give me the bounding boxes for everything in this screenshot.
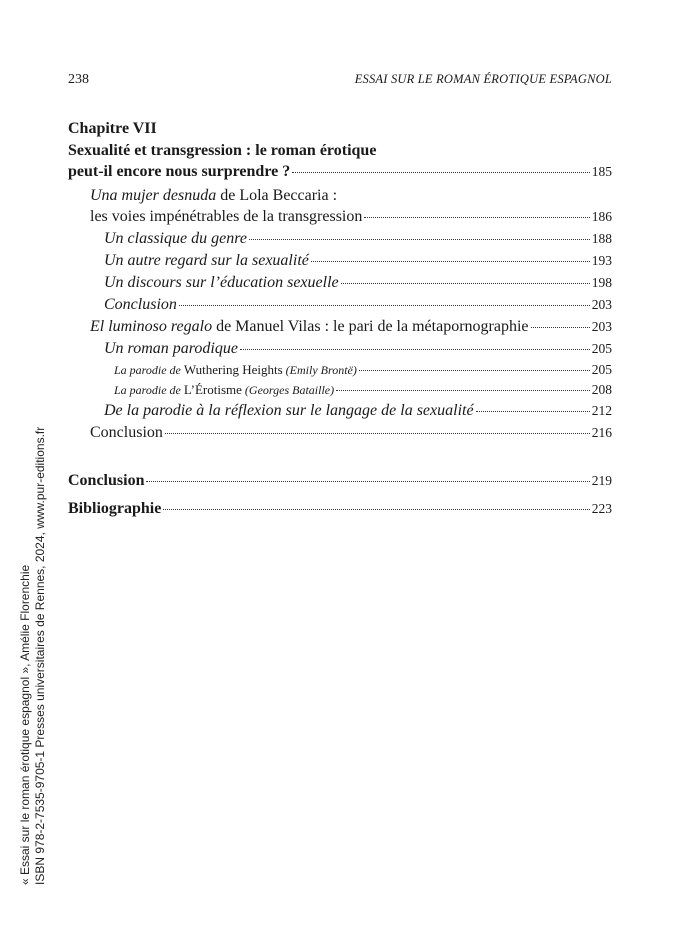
entry-title: Un roman parodique [104,340,238,357]
bibliographie-page: 223 [591,501,612,516]
subentry-prefix: La parodie de [114,383,184,397]
table-of-contents [68,118,612,524]
chapter-label: Chapitre VII [68,120,157,137]
section2-plain: de Manuel Vilas : le pari de la métapornographie [212,318,529,335]
toc-entry [68,294,612,316]
dot-leader [165,433,590,434]
sidebar-line2: ISBN 978-2-7535-9705-1 Presses universitaires de Rennes, 2024, www.pur-editions.fr [33,426,47,885]
toc-entry [68,272,612,294]
subentry-author: (Emily Brontë) [282,363,357,377]
dot-leader [336,390,590,391]
entry-page: 188 [591,231,612,246]
subentry-page: 208 [591,382,612,397]
dot-leader [179,305,590,306]
dot-leader [163,509,589,510]
subentry-author: (Georges Bataille) [241,383,335,397]
dot-leader [341,283,590,284]
section1-row [68,206,612,228]
entry-page: 212 [591,403,612,418]
chapter-title-line1: Sexualité et transgression : le roman érotique [68,142,377,159]
entry-title: De la parodie à la réflexion sur le langage de la sexualité [104,402,474,419]
toc-subentry [68,360,612,380]
toc-entry [68,228,612,250]
page-header [68,72,612,92]
dot-leader [531,327,590,328]
conclusion-title: Conclusion [68,472,145,489]
section2-page: 203 [591,319,612,334]
conclusion-row [68,468,612,494]
entry-page: 216 [591,425,612,440]
subentry-page: 205 [591,362,612,377]
dot-leader [292,172,590,173]
dot-leader [476,411,590,412]
section1-italic: Una mujer desnuda [90,187,217,204]
toc-subentry [68,380,612,400]
running-title: ESSAI SUR LE ROMAN ÉROTIQUE ESPAGNOL [354,72,612,86]
dot-leader [364,217,589,218]
entry-page: 193 [591,253,612,268]
section1-page: 186 [591,209,612,224]
section2-title [90,316,529,338]
entry-title: Conclusion [104,296,177,313]
dot-leader [359,370,590,371]
toc-entry [68,250,612,272]
sidebar-line1: « Essai sur le roman érotique espagnol », Amélie Florenchie [18,564,32,885]
section1-plain: de Lola Beccaria : [216,187,338,204]
subentry-work: L’Érotisme [183,382,242,397]
entry-title: Un classique du genre [104,230,247,247]
entry-title: Conclusion [90,424,163,441]
chapter-page: 185 [591,164,612,179]
entry-page: 198 [591,275,612,290]
subentry-prefix: La parodie de [114,363,184,377]
copyright-sidebar [18,425,48,885]
entry-page: 203 [591,297,612,312]
dot-leader [146,481,589,482]
section1-line2: les voies impénétrables de la transgression [90,208,363,225]
bibliographie-row [68,494,612,524]
section1-heading [68,185,612,206]
subentry-title [114,360,357,380]
bibliographie-title: Bibliographie [68,500,162,517]
dot-leader [249,239,590,240]
chapter-title-line2: peut-il encore nous surprendre ? [68,163,291,180]
entry-page: 205 [591,341,612,356]
dot-leader [240,349,590,350]
chapter-conclusion-row [68,422,612,444]
section2-row [68,316,612,338]
subentry-work: Wuthering Heights [183,362,283,377]
chapter-title-row [68,161,612,183]
page-number: 238 [68,72,89,87]
subentry-title [114,380,334,400]
conclusion-page: 219 [591,473,612,488]
toc-entry [68,338,612,360]
chapter-title [68,140,612,161]
entry-title: Un discours sur l’éducation sexuelle [104,274,339,291]
dot-leader [311,261,590,262]
section2-italic: El luminoso regalo [90,318,213,335]
entry-title: Un autre regard sur la sexualité [104,252,309,269]
toc-entry [68,400,612,422]
